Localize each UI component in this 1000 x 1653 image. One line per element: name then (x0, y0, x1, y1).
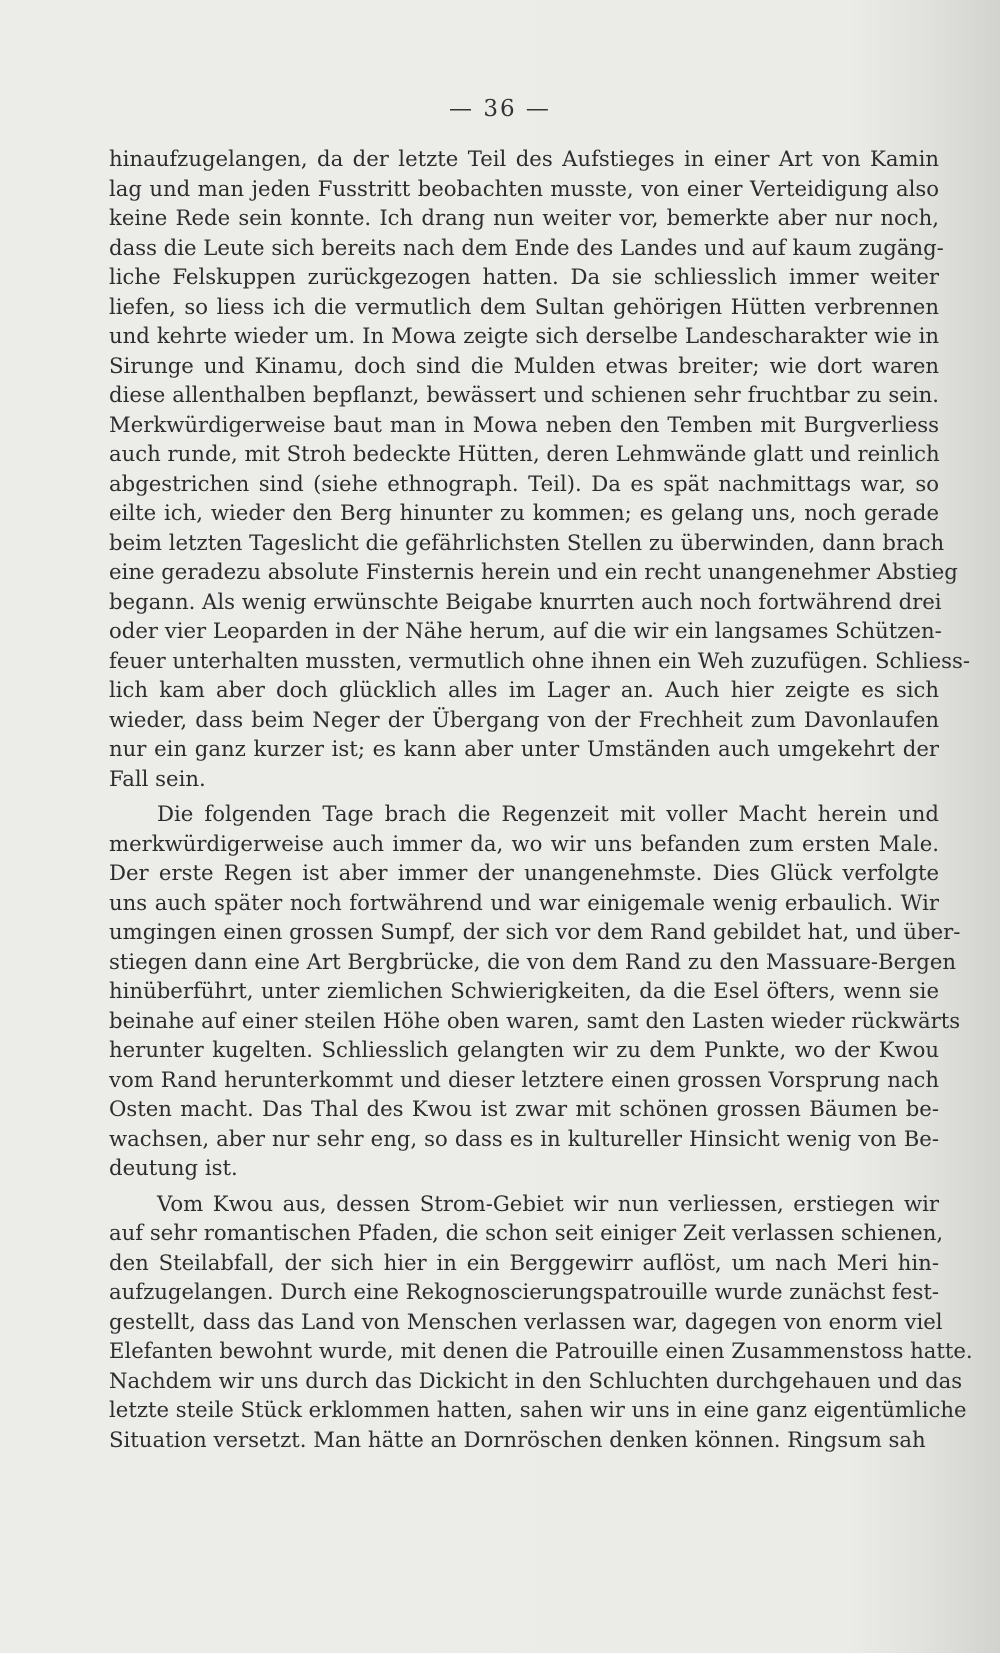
text-line: begann. Als wenig erwünschte Beigabe knurrten auch noch fortwährend drei (109, 588, 942, 614)
text-line: diese allenthalben bepflanzt, bewässert und schienen sehr fruchtbar zu sein. (109, 382, 939, 407)
text-line: eilte ich, wieder den Berg hinunter zu kommen; es gelang uns, noch gerade (109, 500, 939, 525)
text-line: Osten macht. Das Thal des Kwou ist zwar mit schönen grossen Bäumen be- (109, 1096, 939, 1121)
text-line: hinüberführt, unter ziemlichen Schwierigkeiten, da die Esel öfters, wenn sie (109, 978, 939, 1003)
text-line: wieder, dass beim Neger der Übergang von der Frechheit zum Davonlaufen (109, 706, 939, 732)
text-line: Der erste Regen ist aber immer der unangenehmste. Dies Glück verfolgte (109, 860, 939, 885)
text-line: lich kam aber doch glücklich alles im Lager an. Auch hier zeigte es sich (109, 677, 939, 702)
text-line: Die folgenden Tage brach die Regenzeit mit voller Macht herein und (157, 801, 939, 826)
text-line: Fall sein. (109, 765, 206, 791)
text-line: merkwürdigerweise auch immer da, wo wir uns befanden zum ersten Male. (109, 830, 939, 856)
text-line: herunter kugelten. Schliesslich gelangten wir zu dem Punkte, wo der Kwou (109, 1037, 939, 1062)
text-line: dass die Leute sich bereits nach dem Ende des Landes und auf kaum zugäng- (109, 234, 944, 260)
text-line: Situation versetzt. Man hätte an Dornröschen denken können. Ringsum sah (109, 1426, 926, 1452)
text-line: eine geradezu absolute Finsternis herein und ein recht unangenehmer Abstieg (109, 559, 958, 584)
text-line: keine Rede sein konnte. Ich drang nun weiter vor, bemerkte aber nur noch, (109, 205, 939, 230)
text-line: und kehrte wieder um. In Mowa zeigte sich derselbe Landescharakter wie in (109, 323, 939, 348)
text-line: Sirunge und Kinamu, doch sind die Mulden etwas breiter; wie dort waren (109, 352, 939, 378)
paragraph (109, 799, 961, 1183)
text-line: oder vier Leoparden in der Nähe herum, auf die wir ein langsames Schützen- (109, 618, 942, 643)
text-line: gestellt, dass das Land von Menschen verlassen war, dagegen von enorm viel (109, 1308, 943, 1334)
paragraph (109, 144, 971, 793)
text-line: liefen, so liess ich die vermutlich dem Sultan gehörigen Hütten verbrennen (109, 293, 939, 319)
text-line: abgestrichen sind (siehe ethnograph. Teil). Da es spät nachmittags war, so (109, 470, 939, 496)
text-line: den Steilabfall, der sich hier in ein Berggewirr auflöst, um nach Meri hin- (109, 1249, 939, 1275)
text-line: beinahe auf einer steilen Höhe oben waren, samt den Lasten wieder rückwärts (109, 1007, 961, 1033)
text-line: auch runde, mit Stroh bedeckte Hütten, deren Lehmwände glatt und reinlich (109, 441, 940, 466)
text-line: hinaufzugelangen, da der letzte Teil des Aufstieges in einer Art von Kamin (109, 146, 939, 171)
text-line: Merkwürdigerweise baut man in Mowa neben den Temben mit Burgverliess (109, 411, 939, 437)
text-line: auf sehr romantischen Pfaden, die schon seit einiger Zeit verlassen schienen, (109, 1220, 944, 1245)
text-line: lag und man jeden Fusstritt beobachten musste, von einer Verteidigung also (109, 175, 939, 201)
text-line: aufzugelangen. Durch eine Rekognoscierungspatrouille wurde zunächst fest- (109, 1279, 939, 1304)
text-line: feuer unterhalten mussten, vermutlich ohne ihnen ein Weh zuzufügen. Schliess- (109, 647, 971, 673)
text-line: Nachdem wir uns durch das Dickicht in den Schluchten durchgehauen und das (109, 1367, 963, 1393)
text-line: beim letzten Tageslicht die gefährlichsten Stellen zu überwinden, dann brach (109, 529, 945, 555)
page-number: — 36 — (449, 96, 551, 122)
text-line: Vom Kwou aus, dessen Strom-Gebiet wir nun verliessen, erstiegen wir (157, 1190, 939, 1216)
text-line: umgingen einen grossen Sumpf, der sich vor dem Rand gebildet hat, und über- (109, 919, 961, 944)
text-line: Elefanten bewohnt wurde, mit denen die Patrouille einen Zusammenstoss hatte. (109, 1338, 973, 1363)
text-line: deutung ist. (109, 1155, 238, 1180)
body-text (109, 144, 973, 1454)
text-line: letzte steile Stück erklommen hatten, sahen wir uns in eine ganz eigentümliche (109, 1397, 967, 1422)
paragraph (109, 1189, 973, 1455)
text-line: liche Felskuppen zurückgezogen hatten. Da sie schliesslich immer weiter (109, 264, 939, 289)
text-line: uns auch später noch fortwährend und war einigemale wenig erbaulich. Wir (109, 889, 939, 915)
text-line: stiegen dann eine Art Bergbrücke, die von dem Rand zu den Massuare-Bergen (109, 948, 957, 974)
text-line: wachsen, aber nur sehr eng, so dass es in kultureller Hinsicht wenig von Be- (109, 1125, 939, 1151)
text-line: vom Rand herunterkommt und dieser letztere einen grossen Vorsprung nach (109, 1066, 939, 1092)
text-line: nur ein ganz kurzer ist; es kann aber unter Umständen auch umgekehrt der (109, 736, 939, 761)
